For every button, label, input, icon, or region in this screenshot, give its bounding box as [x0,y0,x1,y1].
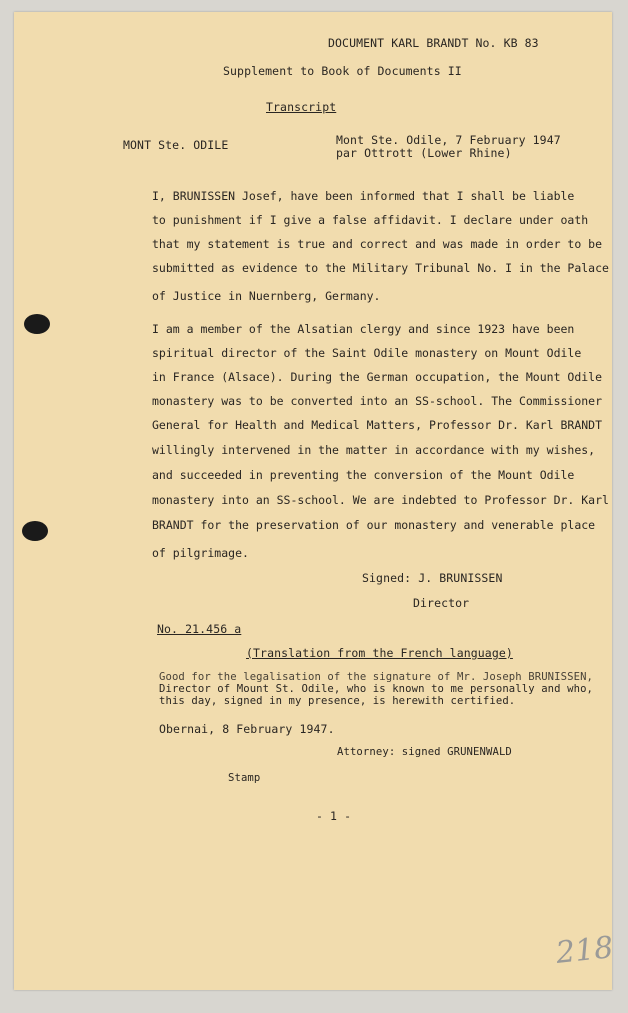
stamp-label: Stamp [228,772,261,784]
page-number: - 1 - [316,809,352,823]
certification-number: No. 21.456 a [157,622,242,636]
paragraph-line: of pilgrimage. [152,546,249,560]
paragraph-line: BRANDT for the preservation of our monastery and venerable place [152,518,596,532]
attorney-signature: Attorney: signed GRUNENWALD [337,746,512,758]
certification-line: Good for the legalisation of the signature of Mr. Joseph BRUNISSEN, [159,671,594,683]
paragraph-line: that my statement is true and correct and was made in order to be [152,237,603,251]
supplement-title: Supplement to Book of Documents II [223,64,462,78]
certification-line: this day, signed in my presence, is herewith certified. [159,695,516,707]
paragraph-line: submitted as evidence to the Military Tribunal No. I in the Palace [152,261,609,275]
signature-line: Signed: J. BRUNISSEN [362,571,503,585]
paragraph-line: to punishment if I give a false affidavit. I declare under oath [152,213,589,227]
paragraph-line: I am a member of the Alsatian clergy and since 1923 have been [152,322,575,336]
certification-line: Director of Mount St. Odile, who is known to me personally and who, [159,683,594,695]
paragraph-line: of Justice in Nuernberg, Germany. [152,289,381,303]
document-page [14,12,615,990]
punch-hole-bottom [22,521,48,541]
place-left: MONT Ste. ODILE [123,138,229,152]
transcript-heading: Transcript [266,100,337,114]
punch-hole-top [24,314,50,334]
paragraph-line: I, BRUNISSEN Josef, have been informed that I shall be liable [152,189,575,203]
paragraph-line: and succeeded in preventing the conversion of the Mount Odile [152,468,575,482]
paragraph-line: General for Health and Medical Matters, Professor Dr. Karl BRANDT [152,418,603,432]
paragraph-line: willingly intervened in the matter in accordance with my wishes, [152,443,596,457]
place-date-line2: par Ottrott (Lower Rhine) [336,146,512,160]
paragraph-line: spiritual director of the Saint Odile monastery on Mount Odile [152,346,582,360]
certification-place-date: Obernai, 8 February 1947. [159,722,335,736]
handwritten-page-number: 218 [554,930,615,971]
paragraph-line: monastery was to be converted into an SS-school. The Commissioner [152,394,603,408]
translation-note: (Translation from the French language) [246,646,513,660]
paragraph-line: monastery into an SS-school. We are indebted to Professor Dr. Karl [152,493,609,507]
signature-title: Director [413,596,470,610]
paragraph-line: in France (Alsace). During the German occupation, the Mount Odile [152,370,603,384]
document-id: DOCUMENT KARL BRANDT No. KB 83 [328,36,539,50]
place-date-line1: Mont Ste. Odile, 7 February 1947 [336,133,561,147]
